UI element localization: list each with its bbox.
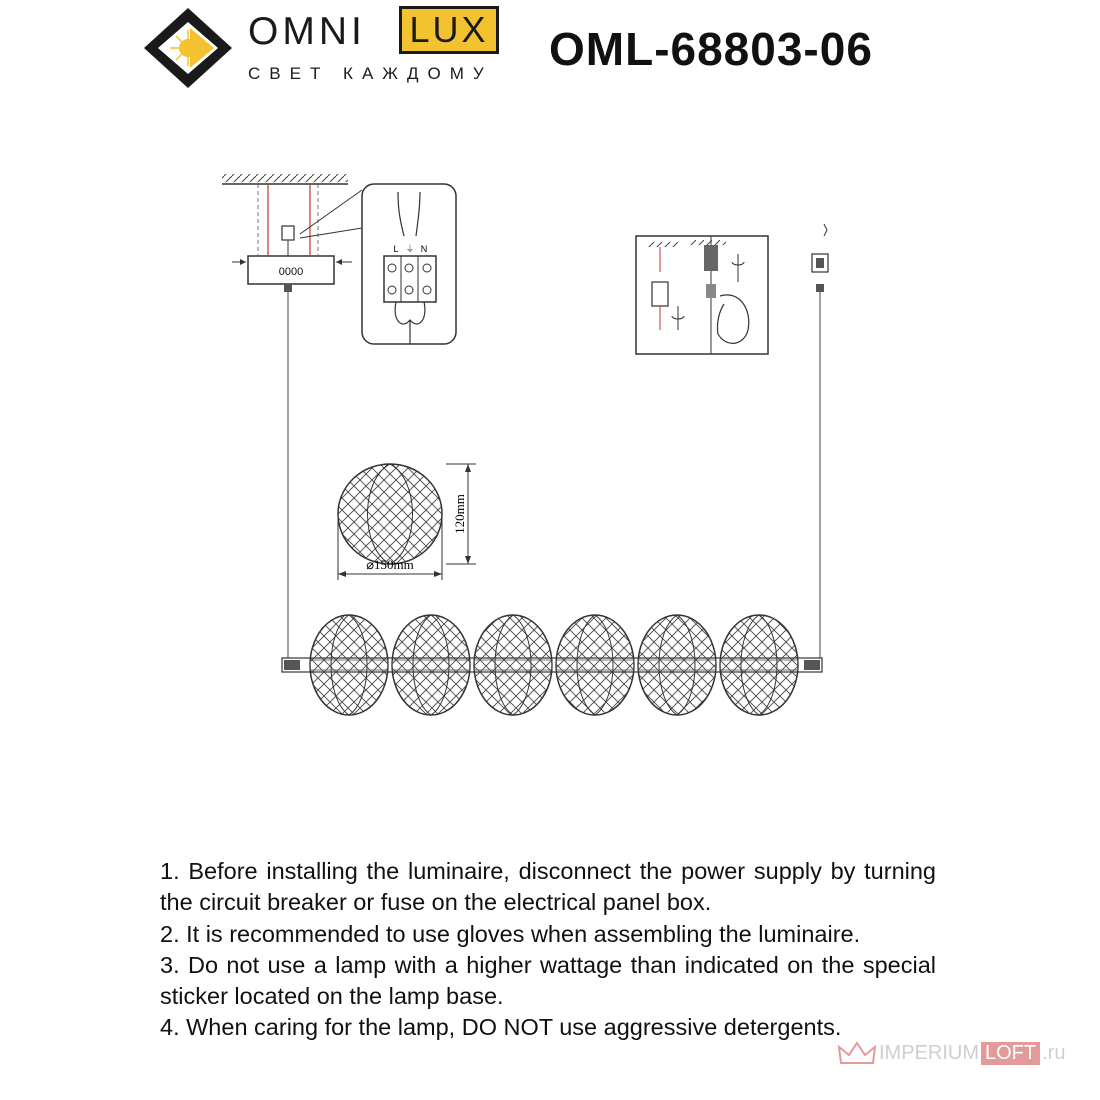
- shade-height-label: 120mm: [452, 494, 467, 534]
- ceiling-mount-left: [222, 174, 362, 660]
- watermark-part-3: .ru: [1042, 1041, 1066, 1064]
- instruction-3: 3. Do not use a lamp with a higher wattage than indicated on the special sticker located on the lamp base.: [160, 951, 936, 1010]
- mesh-shade: [556, 615, 634, 715]
- shade-diameter-label: ⌀150mm: [366, 557, 414, 572]
- watermark-part-2: LOFT: [981, 1042, 1040, 1065]
- brand-name-omni: OMNI: [248, 10, 366, 53]
- mesh-shade: [392, 615, 470, 715]
- watermark-part-1: IMPERIUM: [879, 1041, 979, 1064]
- instruction-1: 1. Before installing the luminaire, disconnect the power supply by turning the circuit breaker or fuse on the electrical panel box.: [160, 858, 936, 916]
- mesh-shade: [638, 615, 716, 715]
- mesh-shade: [310, 615, 388, 715]
- safety-instructions: [160, 856, 936, 1044]
- luminaire-body: [282, 615, 822, 715]
- terminal-label-n: N: [420, 244, 428, 254]
- suspension-wire-right: [812, 224, 828, 660]
- terminal-label-l: L: [393, 244, 399, 254]
- brand-name-lux: LUX: [399, 6, 499, 54]
- shade-dimension-detail: [338, 464, 476, 580]
- mesh-shade: [720, 615, 798, 715]
- canopy-label: 0000: [278, 266, 304, 278]
- mesh-shade: [474, 615, 552, 715]
- instruction-4: 4. When caring for the lamp, DO NOT use aggressive detergents.: [160, 1014, 842, 1041]
- terminal-label-ground: ⏚: [405, 244, 415, 254]
- brand-tagline: СВЕТ КАЖДОМУ: [248, 64, 493, 83]
- terminal-block-callout: [362, 184, 456, 344]
- suspension-adjust-callout: [636, 236, 768, 354]
- instruction-2: 2. It is recommended to use gloves when assembling the luminaire.: [160, 920, 861, 947]
- model-code: OML-68803-06: [549, 23, 873, 75]
- watermark: [835, 1038, 1065, 1068]
- crown-icon: [835, 1039, 879, 1067]
